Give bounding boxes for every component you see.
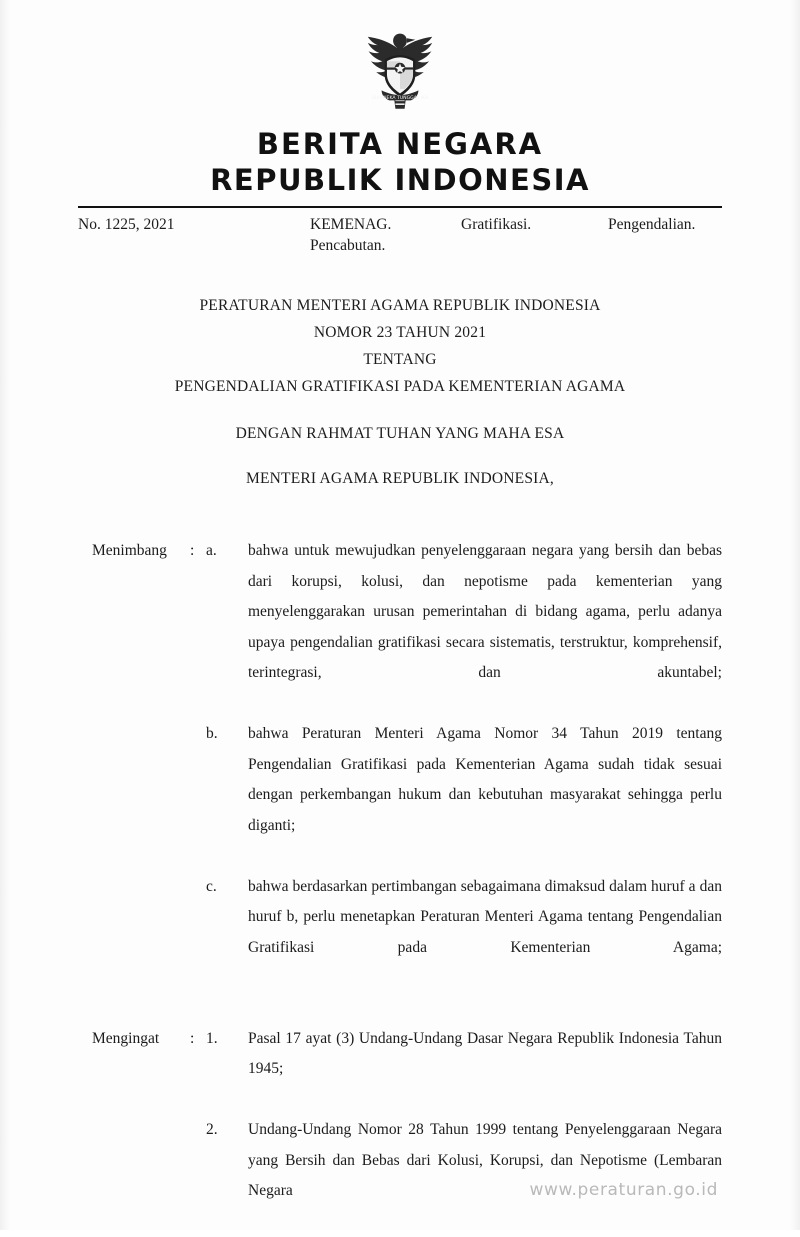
masthead-line-1: BERITA NEGARA xyxy=(78,126,722,162)
document-title-block xyxy=(78,292,722,492)
clause-text: bahwa untuk mewujudkan penyelenggaraan negara yang bersih dan bebas dari korupsi, kolusi, dan nepotisme pada kementerian yang menyelenggarakan urusan pemerintahan di bidang agama, perlu adanya upaya pengendalian gratifikasi secara sistematis, terstruktur, komprehensif, terintegrasi, dan akuntabel; xyxy=(248,536,722,719)
section-items xyxy=(206,1024,722,1237)
clause-marker: 1. xyxy=(206,1024,248,1055)
regulation-subject-line: PENGENDALIAN GRATIFIKASI PADA KEMENTERIAN AGAMA xyxy=(78,373,722,400)
clause-item xyxy=(206,719,722,872)
clause-item xyxy=(206,1115,722,1237)
gazette-number: No. 1225, 2021 xyxy=(78,214,174,235)
section-label: Mengingat xyxy=(78,1024,190,1055)
clause-marker: a. xyxy=(206,536,248,567)
reference-row xyxy=(78,214,722,260)
page-edge-shadow-left xyxy=(0,0,10,1230)
clause-item xyxy=(206,1024,722,1116)
section-label: Menimbang xyxy=(78,536,190,567)
reference-keyword-2: Gratifikasi. xyxy=(461,214,531,235)
garuda-pancasila-emblem-icon xyxy=(354,26,446,118)
emblem-container xyxy=(78,0,722,118)
footer-watermark: www.peraturan.go.id xyxy=(530,1180,718,1200)
clause-marker: 2. xyxy=(206,1115,248,1146)
header-divider xyxy=(78,206,722,208)
section-mengingat xyxy=(78,1024,722,1237)
svg-text:BHINNEKA TUNGGAL IKA: BHINNEKA TUNGGAL IKA xyxy=(372,95,429,101)
reference-keyword-3: Pengendalian. xyxy=(608,214,695,235)
clause-marker: c. xyxy=(206,872,248,903)
section-colon: : xyxy=(190,536,206,567)
clause-marker: b. xyxy=(206,719,248,750)
clause-text: Pasal 17 ayat (3) Undang-Undang Dasar Negara Republik Indonesia Tahun 1945; xyxy=(248,1024,722,1116)
section-colon: : xyxy=(190,1024,206,1055)
section-items xyxy=(206,536,722,994)
regulation-about-line: TENTANG xyxy=(78,346,722,373)
page-edge-shadow-right xyxy=(790,0,800,1230)
clauses-container xyxy=(78,536,722,1237)
invocation-line: DENGAN RAHMAT TUHAN YANG MAHA ESA xyxy=(78,420,722,447)
clause-item xyxy=(206,872,722,994)
clause-text: Undang-Undang Nomor 28 Tahun 1999 tentang Penyelenggaraan Negara yang Bersih dan Bebas dari Kolusi, Korupsi, dan Nepotisme (Lembaran Negara xyxy=(248,1115,722,1237)
regulation-title-line: PERATURAN MENTERI AGAMA REPUBLIK INDONESIA xyxy=(78,292,722,319)
reference-keyword-1: KEMENAG. xyxy=(310,214,391,235)
clause-text: bahwa Peraturan Menteri Agama Nomor 34 Tahun 2019 tentang Pengendalian Gratifikasi pada Kementerian Agama sudah tidak sesuai dengan perkembangan hukum dan kebutuhan masyarakat sehingga perlu diganti; xyxy=(248,719,722,872)
clause-text: bahwa berdasarkan pertimbangan sebagaimana dimaksud dalam huruf a dan huruf b, perlu menetapkan Peraturan Menteri Agama tentang Pengendalian Gratifikasi pada Kementerian Agama; xyxy=(248,872,722,994)
reference-keyword-4: Pencabutan. xyxy=(310,235,385,256)
masthead xyxy=(78,126,722,198)
masthead-line-2: REPUBLIK INDONESIA xyxy=(78,162,722,198)
clause-item xyxy=(206,536,722,719)
section-menimbang xyxy=(78,536,722,994)
signatory-title-line: MENTERI AGAMA REPUBLIK INDONESIA, xyxy=(78,465,722,492)
regulation-number-line: NOMOR 23 TAHUN 2021 xyxy=(78,319,722,346)
